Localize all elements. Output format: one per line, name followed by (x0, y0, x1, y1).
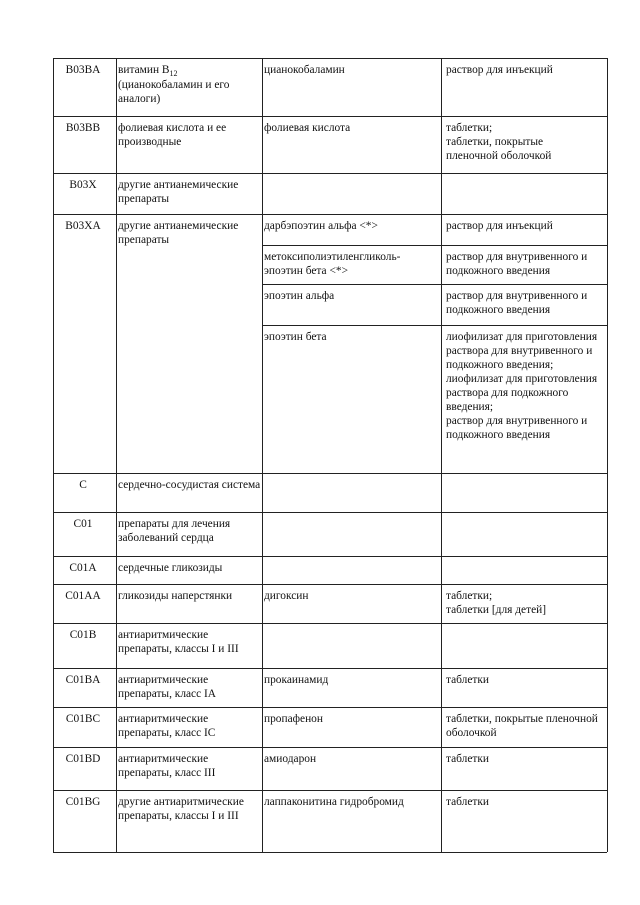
dosage-form-cell: раствор для внутривенного и подкожного введения (446, 290, 591, 316)
dosage-form-cell: раствор для инъекций (446, 220, 553, 232)
group-cell: другие антианемические препараты (118, 220, 242, 246)
group-cell: антиаритмические препараты, класс IA (118, 674, 217, 700)
atc-code-cell: C01AA (65, 590, 101, 602)
table-row (53, 790, 607, 852)
drug-name-cell: амиодарон (264, 753, 317, 765)
table-row (53, 707, 607, 747)
drug-name-cell: эпоэтин альфа (264, 290, 335, 302)
atc-code-cell (53, 325, 113, 330)
table-row-border (53, 473, 607, 474)
dosage-form-cell: раствор для инъекций (446, 64, 553, 76)
drug-name-cell: лаппаконитина гидробромид (264, 796, 404, 808)
table-row-border (53, 173, 607, 174)
table-row (53, 556, 607, 584)
dosage-form-cell: таблетки (446, 753, 490, 765)
table-row-border (53, 584, 607, 585)
dosage-form-cell: раствор для внутривенного и подкожного введения (446, 251, 591, 277)
drug-name-cell: пропафенон (264, 713, 323, 725)
atc-code-cell: C01BA (65, 674, 101, 686)
group-cell: антиаритмические препараты, класс III (118, 753, 216, 779)
dosage-form-cell: таблетки; таблетки [для детей] (446, 590, 547, 616)
table-row-border (53, 707, 607, 708)
atc-code-cell: B03XA (65, 220, 101, 232)
dosage-form-cell: таблетки (446, 796, 490, 808)
table-row-border (53, 116, 607, 117)
table-row (53, 512, 607, 556)
table-row-border (53, 58, 607, 59)
atc-code-cell: C01BD (65, 753, 101, 765)
atc-code-cell: C01A (69, 562, 97, 574)
table-row (53, 173, 607, 214)
atc-code-cell: B03BA (65, 64, 101, 76)
dosage-form-cell: таблетки; таблетки, покрытые пленочной оболочкой (446, 122, 552, 162)
drug-name-cell: дарбэпоэтин альфа <*> (264, 220, 378, 232)
atc-code-cell: C01B (69, 629, 97, 641)
group-cell: фолиевая кислота и ее производные (118, 122, 229, 148)
group-cell: гликозиды наперстянки (118, 590, 233, 602)
table-row (53, 473, 607, 512)
table-row-border (53, 668, 607, 669)
table-column-border (116, 58, 117, 852)
group-cell: сердечные гликозиды (118, 562, 223, 574)
table-row (53, 284, 607, 325)
atc-code-cell: B03BB (65, 122, 101, 134)
drug-name-cell: эпоэтин бета (264, 331, 327, 343)
atc-code-cell: C01BC (65, 713, 101, 725)
group-cell: сердечно-сосудистая система (118, 479, 261, 491)
dosage-form-cell: таблетки, покрытые пленочной оболочкой (446, 713, 601, 739)
group-cell: витамин $B_{12}$ (цианокобаламин и его аналоги) (118, 64, 233, 105)
table-column-border (53, 58, 54, 852)
atc-code-cell (53, 245, 113, 250)
table-row-border (262, 325, 607, 326)
table-row (53, 325, 607, 473)
drug-name-cell: метоксиполиэтиленгликоль-эпоэтин бета <*> (264, 251, 401, 277)
group-cell: антиаритмические препараты, классы I и III (118, 629, 239, 655)
table-row-border (53, 623, 607, 624)
group-cell: антиаритмические препараты, класс IC (118, 713, 216, 739)
table-row (53, 214, 607, 245)
table-row-border (53, 852, 607, 853)
table-column-border (441, 58, 442, 852)
table-row (53, 668, 607, 707)
drug-name-cell: прокаинамид (264, 674, 329, 686)
atc-code-cell: C (79, 479, 87, 491)
group-cell: другие антиаритмические препараты, классы I и III (118, 796, 247, 822)
atc-code-cell: C01 (73, 518, 93, 530)
drug-name-cell: фолиевая кислота (264, 122, 351, 134)
group-cell: другие антианемические препараты (118, 179, 242, 205)
atc-code-cell: C01BG (65, 796, 101, 808)
atc-code-cell: B03X (69, 179, 97, 191)
table-row-border (262, 245, 607, 246)
table-row (53, 584, 607, 623)
table-row (53, 747, 607, 790)
table-column-border (262, 58, 263, 852)
table-row-border (53, 512, 607, 513)
drug-name-cell: дигоксин (264, 590, 309, 602)
drug-name-cell: цианокобаламин (264, 64, 345, 76)
atc-code-cell (53, 284, 113, 289)
group-cell (118, 245, 263, 250)
group-cell (118, 325, 263, 330)
group-cell: препараты для лечения заболеваний сердца (118, 518, 234, 544)
group-cell (118, 284, 263, 289)
dosage-form-cell: таблетки (446, 674, 490, 686)
table-row-border (262, 284, 607, 285)
table-row-border (53, 214, 607, 215)
table-row (53, 58, 607, 116)
table-row-border (53, 556, 607, 557)
table-row (53, 116, 607, 173)
table-row (53, 623, 607, 668)
dosage-form-cell: лиофилизат для приготовления раствора для внутривенного и подкожного введения; лиофилизат для приготовления раствора для подкожного введения; раствор для внутривенного и подкожного введения (446, 331, 598, 441)
table-column-border (607, 58, 608, 852)
table-row-border (53, 747, 607, 748)
table-row (53, 245, 607, 284)
table-row-border (53, 790, 607, 791)
